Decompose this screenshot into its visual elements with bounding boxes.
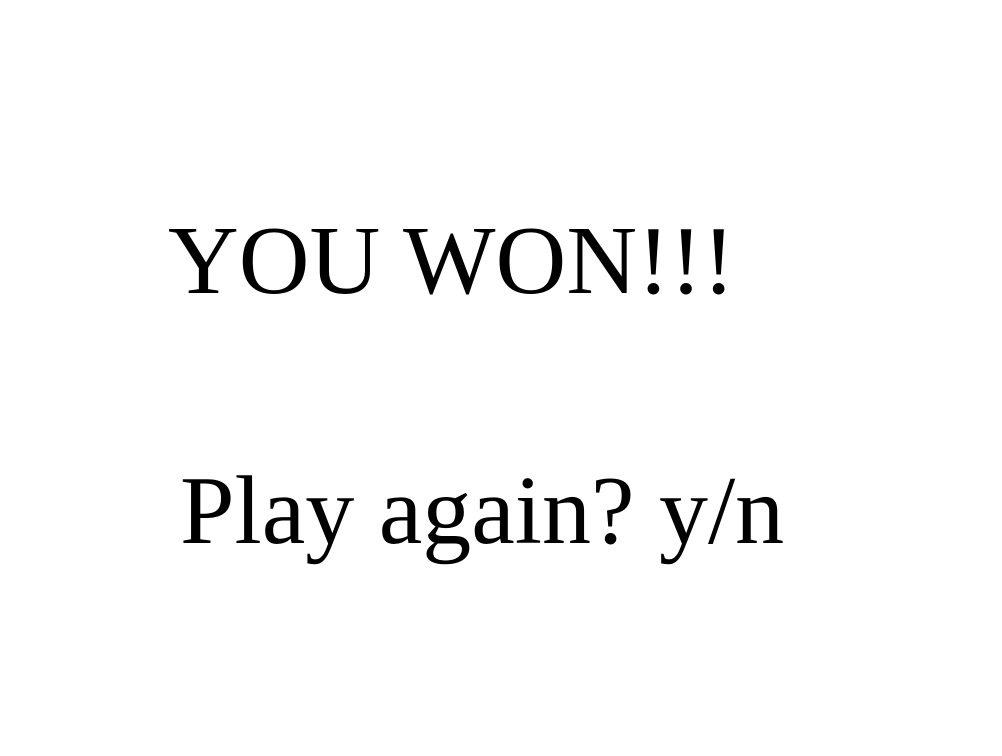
win-message: YOU WON!!!	[168, 207, 735, 315]
play-again-prompt: Play again? y/n	[180, 457, 785, 565]
